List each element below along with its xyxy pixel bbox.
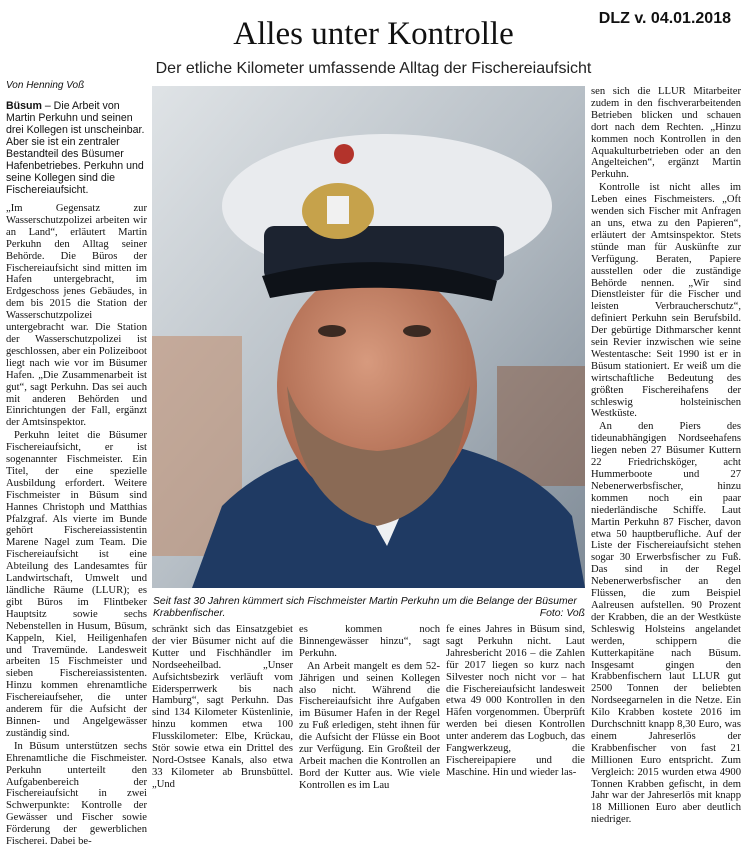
paragraph: es kommen noch Binnengewässer hinzu“, sagt Perkuhn. xyxy=(299,624,440,659)
paragraph: fe eines Jahres in Büsum sind, sagt Perkuhn nicht. Laut Jahresbericht 2016 – die Zahlen für 2017 liegen so kurz nach Silvester noch nicht vor – hat die Fischereiaufsicht landesweit etwa 49 000 Kontrollen in den Häfen vorgenommen. Überprüft werden bei diesen Kontrollen unter anderem das Logbuch, das Fangwerkzeug, die Fischereipapiere und die Maschine. Hin und wieder las- xyxy=(446,624,585,778)
article-column-5 xyxy=(591,86,741,826)
source-tag: DLZ v. 04.01.2018 xyxy=(598,10,731,27)
paragraph: sen sich die LLUR Mitarbeiter zudem in den fischverarbeitenden Betrieben blicken und schauen dort nach dem Rechten. „Hinzu kommen noch Kontrollen in den Aquakulturbetrieben oder an den Angelteichen“, ergänzt Martin Perkuhn. xyxy=(591,86,741,181)
headline: Alles unter Kontrolle xyxy=(233,16,514,52)
paragraph: In Büsum unterstützen sechs Ehrenamtliche die Fischmeister. Perkuhn unterteilt den Aufgabenbereich der Fischereiaufsicht in zwei Schwerpunkte: Kontrolle der Gewässer und Fischer sowie Förderung der gewerblichen Fischerei. Dabei be- xyxy=(6,740,147,848)
portrait-photo xyxy=(152,86,585,588)
article-column-3 xyxy=(299,624,440,791)
lead-text: – Die Arbeit von Martin Perkuhn und seinen drei Kollegen ist unscheinbar. Aber sie ist ein zentraler Bestandteil des Büsumer Hafenbetriebes. Perkuhn und seine Kollegen sind die Fischereiaufsicht. xyxy=(6,100,145,196)
article-column-4 xyxy=(446,624,585,781)
subheadline: Der etliche Kilometer umfassende Alltag der Fischereiaufsicht xyxy=(155,60,592,77)
paragraph: An Arbeit mangelt es dem 52-Jährigen und seinen Kollegen also nicht. Während die Fischereiaufsicht ihre Aufgaben im Büsumer Hafen in der Regel zu Fuß erledigen, steht ihnen für die Aufsicht der Flüsse ein Boot zur Verfügung. Ein Großteil der Arbeit machen die Kontrollen an Bord der Kutter aus. Wie viele Kontrollen es im Lau xyxy=(299,660,440,791)
article-column-1 xyxy=(6,203,147,848)
caption-text: Seit fast 30 Jahren kümmert sich Fischmeister Martin Perkuhn um die Belange der Büsumer Krabbenfischer. xyxy=(153,596,577,619)
dateline: Büsum xyxy=(6,100,42,112)
byline: Von Henning Voß xyxy=(6,80,85,91)
paragraph: schränkt sich das Einsatzgebiet der vier Büsumer nicht auf die Kutter und Fischhändler im Nordseeheilbad. „Unser Aufsichtsbezirk verläuft vom Eidersperrwerk bis nach Hamburg“, sagt Perkuhn. Das sind 134 Kilometer Küstenlinie, hinzu kommen etwa 100 Flusskilometer: Elbe, Krückau, Stör sowie etwa ein Drittel des Nord-Ostsee Kanals, also etwa 33 Kilometer ab Brunsbüttel. „Und xyxy=(152,624,293,790)
article-column-2 xyxy=(152,624,293,790)
paragraph: Perkuhn leitet die Büsumer Fischereiaufsicht, er ist sogenannter Fischmeister. Ein Titel, der eine spezielle Ausbildung erfordert. Weitere Fischmeister in Büsum sind Hannes Christoph und Matthias Pfalzgraf. Als vierte im Bunde gehört Fischereiassistentin Marene Nagel zum Team. Die Fischereiaufsicht ist eine Abteilung des Landesamtes für Landwirtschaft, Umwelt und ländliche Räume (LLUR); es gibt Büros im Flintbeker Hauptsitz sowie sechs Nebenstellen in Husum, Büsum, Kappeln, Kiel, Heiligenhafen und Travemünde. Landesweit arbeiten 15 Fischmeister und sieben Fischereiassistenten. Hinzu kommen ehrenamtliche Fischereiaufseher, die unter anderem für die Aufsicht der Binnen- und Angelgewässer zuständig sind. xyxy=(6,430,147,739)
paragraph: An den Piers des tideunabhängigen Nordseehafens liegen neben 27 Büsumer Kuttern 22 Friedrichsköger, acht Hummerboote und 27 Nebenerwerbsfischer, hinzu kommen noch ein paar niederländische Schiffe. Laut Martin Perkuhn 87 Fischer, davon etwa 50 hauptberufliche. Auf der Liste der Fischereiaufsicht stehen sogar 30 Erwerbsfischer zu Fuß. Das sind in der Regel Nebenerwerbsfischer an den Flüssen, die zum Beispiel Aalreusen aufstellen. 90 Prozent der Krabben, die an der Westküste Schleswig Holsteins angelandet werden, schippern die Kutterkapitäne nach Büsum. Insgesamt gingen den Krabbenfischern laut LLUR gut 2500 Tonnen der beliebten Nordseegarnelen in die Netze. Ein Kilo Krabben kostete 2016 im Durchschnitt knapp 8,30 Euro, was einem Jahreserlös der Krabbenfischer von fast 21 Millionen Euro entspricht. Zum Vergleich: 2015 wurden etwa 4900 Tonnen Krabben gefischt, in dem Jahr war der Jahreserlös mit knapp 18 Millionen Euro aber deutlich niedriger. xyxy=(591,421,741,826)
photo-credit: Foto: Voß xyxy=(539,608,585,619)
paragraph: Kontrolle ist nicht alles im Leben eines Fischmeisters. „Oft wenden sich Fischer mit Anfragen an uns, etwa zu den Papieren“, erläutert der Amtsinspektor. Stets stünde man für Auskünfte zur Verfügung. Beraten, Papiere ausstellen oder die zuständige Behörde nennen. „Wir sind Dienstleister für die Fischer und leisten Verbraucherschutz“, definiert Perkuhn sein Berufsbild. Der gebürtige Dithmarscher kennt sein Revier inzwischen wie seine Westentasche: Seit 1990 ist er in Büsum stationiert. Er weiß um die wirtschaftliche Bedeutung des größten Fischereihafens der schleswig holsteinischen Westküste. xyxy=(591,182,741,420)
photo-caption xyxy=(153,596,585,620)
fisherman-portrait-image xyxy=(152,86,585,588)
lead-paragraph xyxy=(6,100,147,196)
paragraph: „Im Gegensatz zur Wasserschutzpolizei arbeiten wir an Land“, erläutert Martin Perkuhn den Alltag seiner Behörde. Die Büros der Fischereiaufsicht sind mitten im Hafen untergebracht, im Erdgeschoss jenes Gebäudes, in dem bis 2015 die Station der Wasserschutzpolizei untergebracht war. Die Station der Wasserschutzpolizei ist geschlossen, aber ein Polizeiboot liegt nach wie vor im Büsumer Hafen. „Die Zusammenarbeit ist gut“, sagt Perkuhn. Das sei auch mit anderen Behörden und Einrichtungen der Fall, ergänzt der Amtsinspektor. xyxy=(6,203,147,429)
